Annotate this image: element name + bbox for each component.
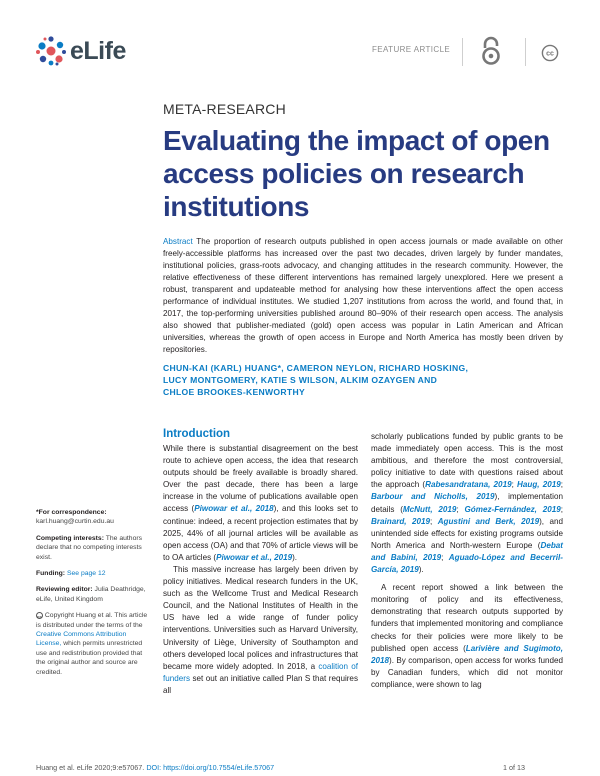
- body-paragraph: This massive increase has largely been driven by policy initiatives. Medical research funders in the UK, such as the Wellcome Trust and Medical Research Council, and the National Institutes of Health in the US have led a wide range of funder policy interventions. Universities such as Harvard University, University of Liège, University of Southampton and others developed local polices and infrastructures that became more widely adopted. In 2018, a coalition of funders set out an initiative called Plan S that requires all: [163, 564, 358, 695]
- citation-link[interactable]: Piwowar et al., 2018: [194, 504, 274, 514]
- correspondence-note: *For correspondence: karl.huang@curtin.edu.au: [36, 509, 114, 526]
- author-line[interactable]: CHUN-KAI (KARL) HUANG*, CAMERON NEYLON, RICHARD HOSKING,: [163, 363, 469, 373]
- funding-link[interactable]: See page 12: [66, 570, 106, 578]
- introduction-heading: Introduction: [163, 428, 231, 440]
- citation-link[interactable]: Barbour and Nicholls, 2019: [371, 492, 495, 502]
- reviewing-editor-note: Reviewing editor: Julia Deathridge, eLife, United Kingdom: [36, 586, 146, 603]
- copyright-note: cc Copyright Huang et al. This article is distributed under the terms of the Creative Commons Attribution License, which permits unrestricted use and redistribution provided that the original author and source are credited.: [36, 612, 148, 676]
- author-line[interactable]: LUCY MONTGOMERY, KATIE S WILSON, ALKIM OZAYGEN AND: [163, 375, 438, 386]
- body-paragraph: scholarly publications funded by public grants to be made immediately open access. This is the most ambitious, and therefore the most controversial, policy initiative to date with questions raised about the approach (Rabesandratana, 2019; Haug, 2019; Barbour and Nicholls, 2019), implementation details (McNutt, 2019; Gómez-Fernández, 2019; Brainard, 2019; Agustini and Berk, 2019), and unintended side effects for existing programs outside North America and North-western Europe (Debat and Babini, 2019; Aguado-López and Becerril-García, 2019).: [371, 432, 563, 575]
- header-divider: [462, 38, 463, 66]
- feature-article-label: FEATURE ARTICLE: [372, 45, 451, 54]
- citation-link[interactable]: Agustini and Berk, 2019: [437, 516, 540, 526]
- citation-link[interactable]: Rabesandratana, 2019: [425, 480, 512, 490]
- author-line[interactable]: CHLOE BROOKES-KENWORTHY: [163, 387, 306, 398]
- svg-text:cc: cc: [546, 50, 554, 58]
- author-list: [163, 362, 563, 399]
- open-access-icon[interactable]: [478, 36, 504, 71]
- citation-link[interactable]: Aguado-López and Becerril-García, 2019: [371, 552, 563, 575]
- elife-molecule-icon: [34, 34, 68, 68]
- copyright-cc-icon: cc: [37, 614, 42, 620]
- body-paragraph: A recent report showed a link between the monitoring of policy and its effectiveness, demonstrating that research outputs supported by funders that implemented monitoring and compliance checks for their policies were more likely to be published open access (Larivière and Sugimoto, 2018). By comparison, open access for works funded by Canadian funders, which did not monitor compliance, were shown to lag: [371, 583, 563, 689]
- body-column-left: [163, 443, 358, 697]
- citation-link[interactable]: Larivière and Sugimoto, 2018: [371, 643, 563, 665]
- citation-link[interactable]: Piwowar et al., 2019: [216, 552, 293, 562]
- brand-wordmark: eLife: [70, 36, 126, 65]
- citation-link[interactable]: Gómez-Fernández, 2019: [464, 504, 561, 514]
- article-category: META-RESEARCH: [163, 101, 286, 117]
- funding-note: Funding: See page 12: [36, 570, 106, 578]
- citation-link[interactable]: McNutt, 2019: [402, 504, 457, 514]
- elife-logo[interactable]: [34, 34, 126, 68]
- doi-link[interactable]: DOI: https://doi.org/10.7554/eLife.57067: [146, 763, 275, 772]
- creative-commons-icon[interactable]: [541, 44, 559, 67]
- page-number: 1 of 13: [503, 763, 525, 772]
- body-paragraph: While there is substantial disagreement on the best route to achieve open access, the idea that research outputs should be freely available is broadly shared. Over the past decade, there has been a large increase in the volume of publications available open access (Piwowar et al., 2018), and this looks set to continue: indeed, a recent projection estimates that by 2025, 44% of all journal articles will be available as open access (OA) and that 70% of article views will be to OA articles (Piwowar et al., 2019).: [163, 444, 359, 562]
- footer-citation: Huang et al. eLife 2020;9:e57067. DOI: https://doi.org/10.7554/eLife.57067: [36, 763, 275, 772]
- article-sidebar: [36, 508, 148, 684]
- coalition-link[interactable]: coalition of funders: [163, 661, 358, 683]
- license-link[interactable]: Creative Commons Attribution License,: [36, 631, 127, 648]
- citation-link[interactable]: Haug, 2019: [517, 480, 561, 490]
- header-divider: [525, 38, 526, 66]
- article-title: Evaluating the impact of open access policies on research institutions: [163, 125, 550, 222]
- body-column-right: [371, 431, 563, 691]
- abstract-label: Abstract: [163, 237, 193, 246]
- citation-link[interactable]: Debat and Babini, 2019: [371, 540, 563, 562]
- competing-interests-note: Competing interests: The authors declare that no competing interests exist.: [36, 534, 143, 561]
- citation-link[interactable]: Brainard, 2019: [371, 516, 430, 526]
- abstract-text: The proportion of research outputs published in open access journals or made available on other freely-accessible platforms has increased over the past two decades, driven largely by funder mandates, institutional policies, grass-roots advocacy, and changing attitudes in the research community. However, the relative effectiveness of these different interventions has remained largely unexplored. Here we present a robust, transparent and updateable method for analysing how these interventions affect the open access performance of individual institutes. We studied 1,207 institutions from across the world, and found that, in 2017, the top-performing universities published around 80–90% of their research open access. The analysis also showed that publisher-mediated (gold) open access was popular in Latin American and African universities, whereas the growth of open access in Europe and North America has mostly been driven by repositories.: [163, 237, 564, 354]
- abstract: [163, 236, 563, 356]
- correspondence-email[interactable]: karl.huang@curtin.edu.au: [36, 518, 114, 526]
